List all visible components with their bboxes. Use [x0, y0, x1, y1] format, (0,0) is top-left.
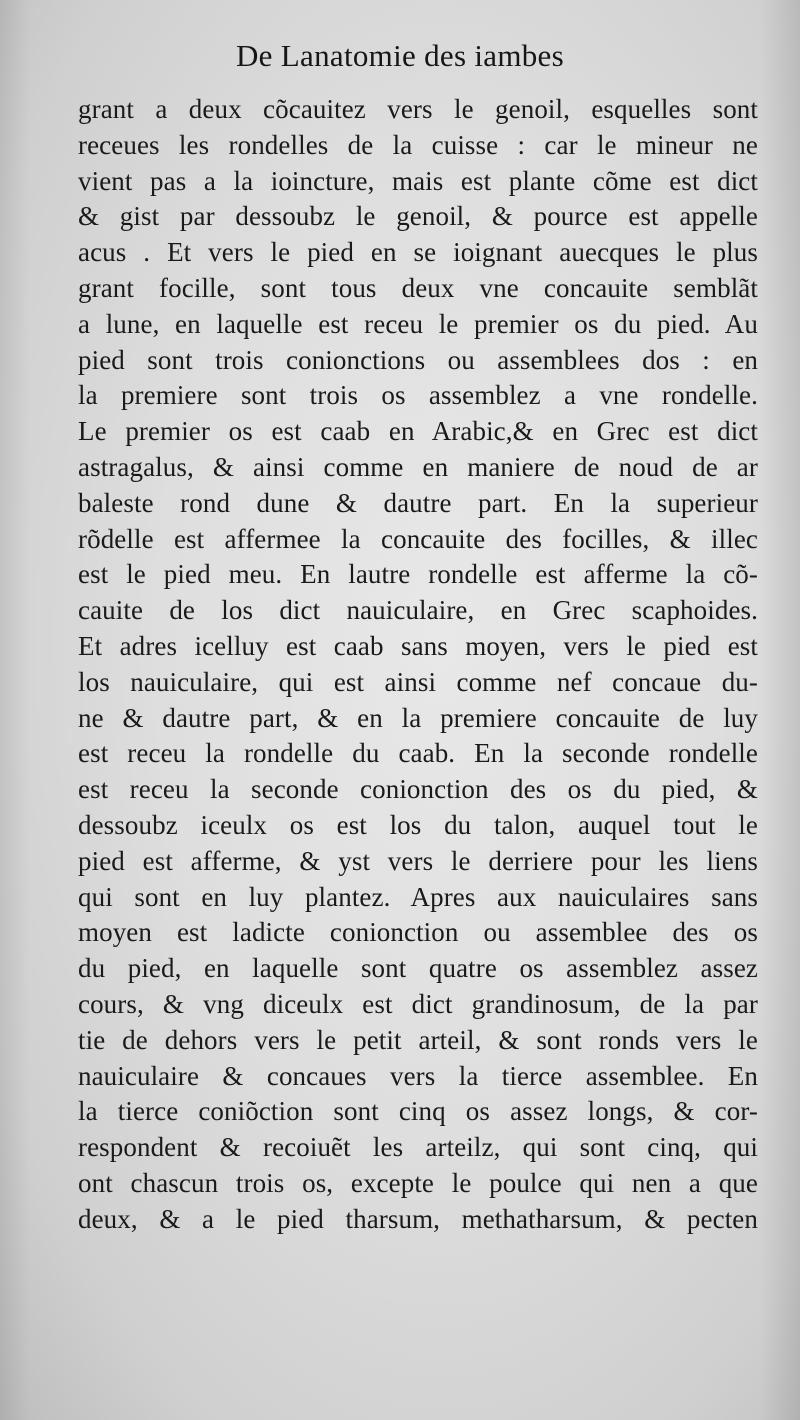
text-line: Le premier os est caab en Arabic,& en Grec est dict [78, 416, 758, 447]
text-line: astragalus, & ainsi comme en maniere de noud de ar [78, 451, 758, 482]
text-line: vient pas a la ioincture, mais est plante cõme est dict [78, 165, 758, 196]
text-line: grant a deux cõcauitez vers le genoil, esquelles sont [78, 94, 758, 124]
text-line: deux, & a le pied tharsum, methatharsum, & pecten [78, 1203, 758, 1234]
text-line: Et adres icelluy est caab sans moyen, vers le pied est [78, 630, 758, 661]
text-line: receues les rondelles de la cuisse : car le mineur ne [78, 129, 758, 160]
body-text [78, 92, 758, 1238]
text-line: ont chascun trois os, excepte le poulce qui nen a que [78, 1167, 758, 1198]
text-line: du pied, en laquelle sont quatre os assemblez assez [78, 953, 758, 984]
text-line: dessoubz iceulx os est los du talon, auquel tout le [78, 809, 758, 840]
text-line: rõdelle est affermee la concauite des focilles, & illec [78, 523, 758, 554]
text-line: & gist par dessoubz le genoil, & pource est appelle [78, 201, 758, 232]
text-line: pied est afferme, & yst vers le derriere pour les liens [78, 845, 758, 876]
text-line: est receu la seconde conionction des os du pied, & [78, 774, 758, 805]
text-line: est receu la rondelle du caab. En la seconde rondelle [78, 738, 758, 769]
text-line: respondent & recoiuẽt les arteilz, qui sont cinq, qui [78, 1132, 758, 1163]
text-line: pied sont trois conionctions ou assemblees dos : en [78, 344, 758, 375]
text-line: qui sont en luy plantez. Apres aux nauiculaires sans [78, 881, 758, 912]
text-line: acus . Et vers le pied en se ioignant auecques le plus [78, 237, 758, 268]
text-line: cauite de los dict nauiculaire, en Grec scaphoides. [78, 595, 758, 626]
text-line: ne & dautre part, & en la premiere concauite de luy [78, 702, 758, 733]
text-line: a lune, en laquelle est receu le premier os du pied. Au [78, 308, 758, 339]
text-line: grant focille, sont tous deux vne concauite semblãt [78, 272, 758, 303]
running-head: De Lanatomie des iambes [236, 38, 564, 73]
page-edge-shadow [760, 0, 800, 1420]
text-line: los nauiculaire, qui est ainsi comme nef concaue du- [78, 666, 758, 697]
text-line: cours, & vng diceulx est dict grandinosum, de la par [78, 988, 758, 1019]
text-line: la premiere sont trois os assemblez a vne rondelle. [78, 380, 758, 411]
text-line: la tierce coniõction sont cinq os assez longs, & cor- [78, 1096, 758, 1127]
text-line: est le pied meu. En lautre rondelle est afferme la cõ- [78, 559, 758, 590]
text-line: tie de dehors vers le petit arteil, & sont ronds vers le [78, 1024, 758, 1055]
gutter-shadow [0, 0, 30, 1420]
text-line: nauiculaire & concaues vers la tierce assemblee. En [78, 1060, 758, 1091]
text-line: baleste rond dune & dautre part. En la superieur [78, 487, 758, 518]
text-line: moyen est ladicte conionction ou assemblee des os [78, 917, 758, 948]
